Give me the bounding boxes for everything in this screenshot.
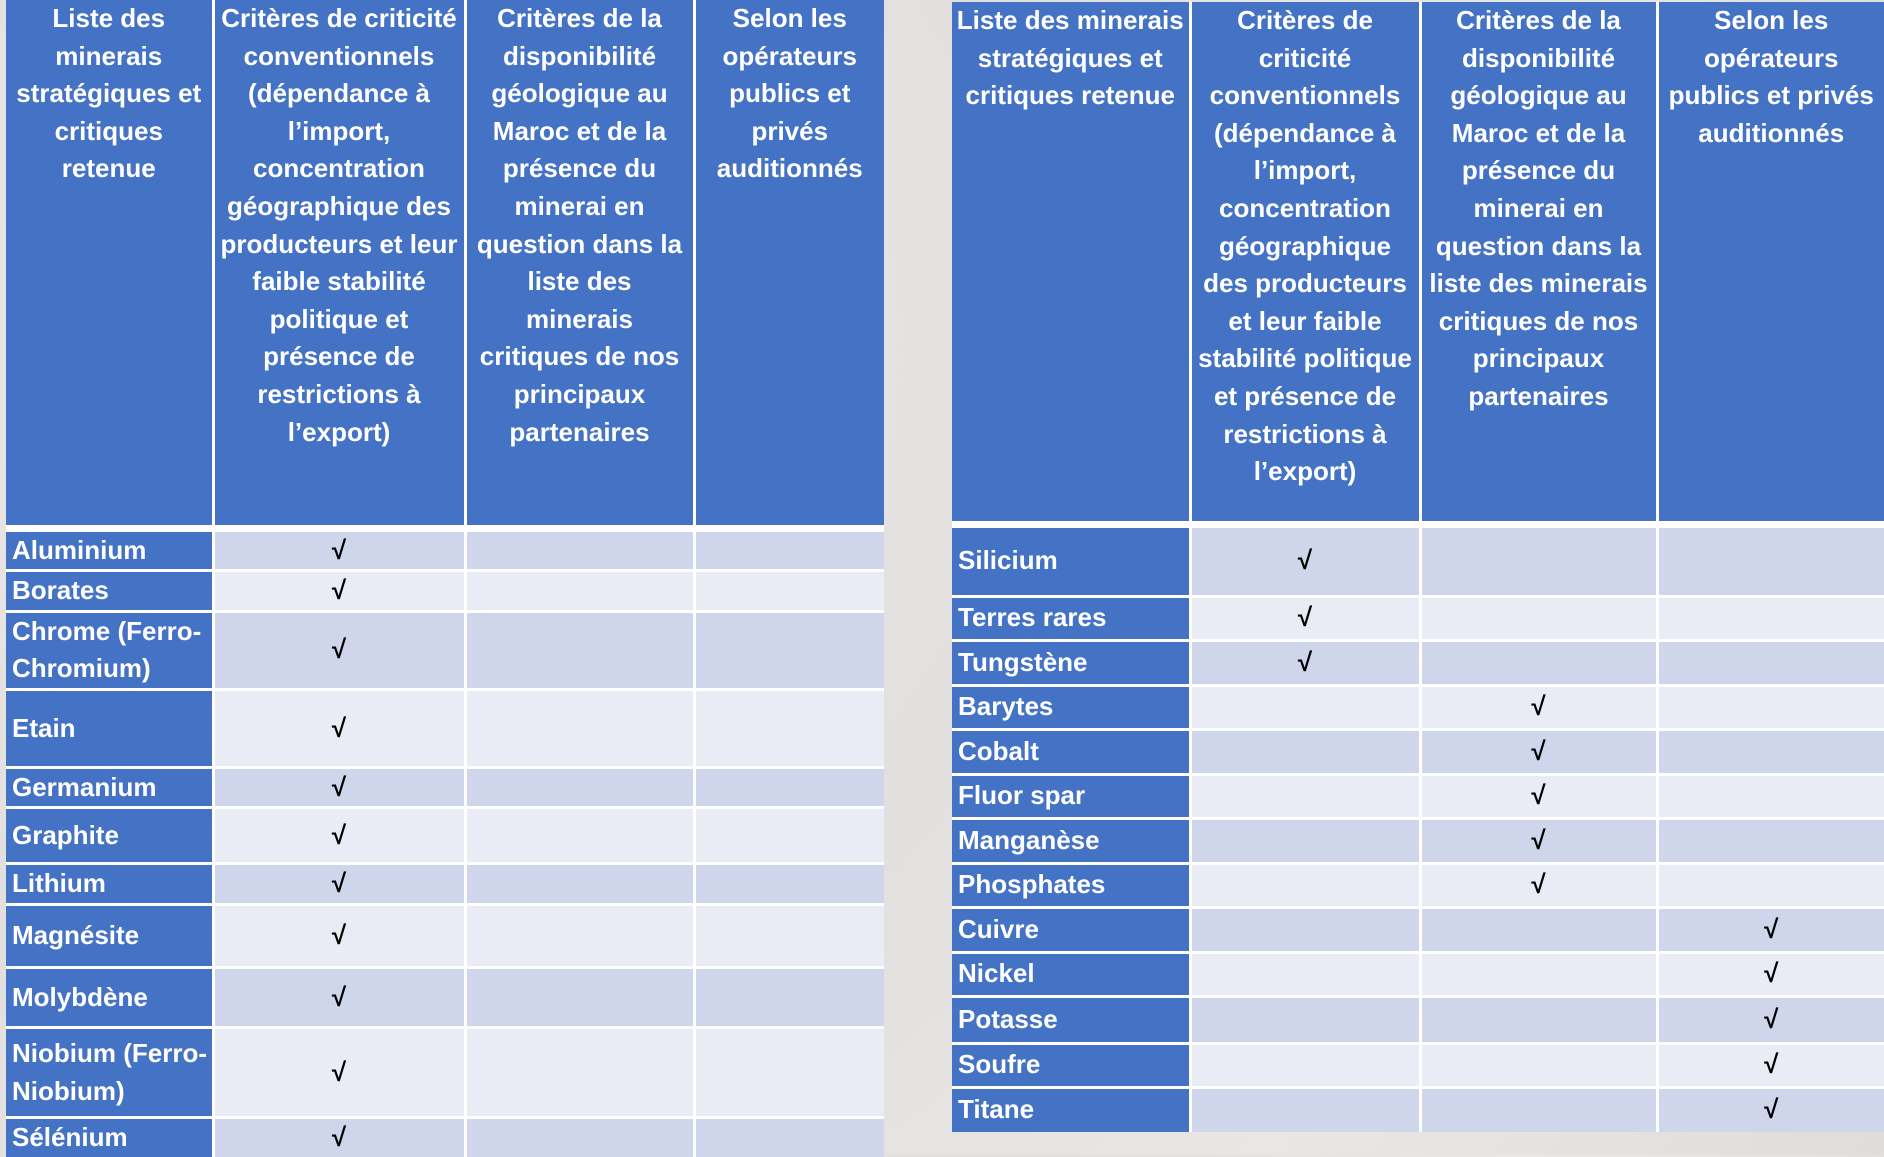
- table-row: [952, 1043, 1884, 1087]
- mineral-name: Niobium (Ferro-Niobium): [6, 1028, 213, 1118]
- table-row: [6, 528, 884, 571]
- check-cell-operators: [694, 808, 884, 864]
- mineral-name: Magnésite: [6, 905, 213, 968]
- check-cell-operators: [694, 767, 884, 808]
- table-row: [952, 996, 1884, 1043]
- check-cell-conventional: √: [1190, 596, 1420, 640]
- mineral-name: Graphite: [6, 808, 213, 864]
- check-cell-geological: [1420, 596, 1657, 640]
- check-cell-geological: [1420, 1043, 1657, 1087]
- mineral-name: Fluor spar: [952, 774, 1190, 818]
- check-cell-geological: √: [1420, 818, 1657, 863]
- mineral-name: Cobalt: [952, 729, 1190, 774]
- check-cell-operators: [1657, 729, 1884, 774]
- mineral-name: Lithium: [6, 864, 213, 905]
- mineral-name: Germanium: [6, 767, 213, 808]
- check-cell-operators: [1657, 640, 1884, 685]
- check-cell-conventional: [1190, 907, 1420, 952]
- table-row: [952, 863, 1884, 907]
- header-operators-auditioned: Selon les opérateurs publics et privés auditionnés: [1657, 2, 1884, 524]
- check-cell-operators: [1657, 685, 1884, 729]
- check-cell-operators: [1657, 863, 1884, 907]
- table-row: [6, 808, 884, 864]
- mineral-name: Barytes: [952, 685, 1190, 729]
- mineral-name: Manganèse: [952, 818, 1190, 863]
- check-cell-geological: [465, 905, 694, 968]
- check-cell-geological: [465, 571, 694, 612]
- table-row: [6, 1118, 884, 1157]
- check-cell-conventional: [1190, 774, 1420, 818]
- table-row: [952, 1087, 1884, 1132]
- header-geological-availability: Critères de la disponibilité géologique au Maroc et de la présence du minerai en question dans la liste des minerais critiques de nos principaux partenaires: [465, 0, 694, 528]
- check-cell-geological: √: [1420, 774, 1657, 818]
- check-cell-geological: [1420, 952, 1657, 996]
- mineral-name: Chrome (Ferro-Chromium): [6, 611, 213, 689]
- table-row: [952, 729, 1884, 774]
- check-cell-conventional: [1190, 1087, 1420, 1132]
- check-cell-conventional: √: [213, 528, 465, 571]
- table-row: [952, 774, 1884, 818]
- check-cell-operators: [694, 689, 884, 767]
- check-cell-operators: [694, 1118, 884, 1157]
- right-minerals-table-panel: [952, 2, 1884, 1132]
- table-row: [952, 640, 1884, 685]
- check-cell-operators: [694, 864, 884, 905]
- mineral-name: Soufre: [952, 1043, 1190, 1087]
- check-cell-conventional: √: [213, 1028, 465, 1118]
- check-cell-conventional: √: [213, 968, 465, 1028]
- check-cell-operators: √: [1657, 1087, 1884, 1132]
- left-minerals-table: [6, 0, 884, 1157]
- mineral-name: Etain: [6, 689, 213, 767]
- check-cell-geological: [1420, 524, 1657, 596]
- check-cell-operators: [1657, 774, 1884, 818]
- check-cell-conventional: √: [213, 571, 465, 612]
- header-conventional-criticality: Critères de criticité conventionnels (dépendance à l’import, concentration géographique des producteurs et leur faible stabilité politique et présence de restrictions à l’export): [213, 0, 465, 528]
- table-row: [6, 905, 884, 968]
- check-cell-conventional: √: [213, 767, 465, 808]
- left-header-row: [6, 0, 884, 528]
- table-row: [6, 767, 884, 808]
- check-cell-conventional: √: [213, 689, 465, 767]
- left-minerals-table-panel: [6, 0, 884, 1157]
- header-geological-availability: Critères de la disponibilité géologique au Maroc et de la présence du minerai en question dans la liste des minerais critiques de nos principaux partenaires: [1420, 2, 1657, 524]
- check-cell-geological: [1420, 996, 1657, 1043]
- check-cell-conventional: √: [213, 808, 465, 864]
- check-cell-geological: [465, 808, 694, 864]
- check-cell-operators: √: [1657, 1043, 1884, 1087]
- check-cell-geological: [465, 689, 694, 767]
- mineral-name: Sélénium: [6, 1118, 213, 1157]
- check-cell-geological: [465, 864, 694, 905]
- header-conventional-criticality: Critères de criticité conventionnels (dépendance à l’import, concentration géographique des producteurs et leur faible stabilité politique et présence de restrictions à l’export): [1190, 2, 1420, 524]
- check-cell-conventional: [1190, 952, 1420, 996]
- check-cell-conventional: [1190, 685, 1420, 729]
- check-cell-conventional: [1190, 1043, 1420, 1087]
- check-cell-conventional: √: [213, 864, 465, 905]
- check-cell-geological: [465, 968, 694, 1028]
- table-row: [952, 952, 1884, 996]
- table-row: [952, 596, 1884, 640]
- table-row: [952, 818, 1884, 863]
- check-cell-conventional: √: [1190, 640, 1420, 685]
- mineral-name: Borates: [6, 571, 213, 612]
- table-row: [952, 907, 1884, 952]
- mineral-name: Cuivre: [952, 907, 1190, 952]
- table-row: [6, 689, 884, 767]
- check-cell-conventional: [1190, 863, 1420, 907]
- right-minerals-table: [952, 2, 1884, 1132]
- check-cell-geological: [1420, 907, 1657, 952]
- mineral-name: Titane: [952, 1087, 1190, 1132]
- check-cell-geological: [465, 1028, 694, 1118]
- check-cell-conventional: [1190, 996, 1420, 1043]
- check-cell-geological: √: [1420, 729, 1657, 774]
- check-cell-operators: [694, 528, 884, 571]
- mineral-name: Nickel: [952, 952, 1190, 996]
- mineral-name: Potasse: [952, 996, 1190, 1043]
- check-cell-operators: [694, 1028, 884, 1118]
- check-cell-operators: [1657, 818, 1884, 863]
- check-cell-geological: √: [1420, 685, 1657, 729]
- check-cell-geological: [1420, 640, 1657, 685]
- table-row: [952, 685, 1884, 729]
- check-cell-conventional: √: [1190, 524, 1420, 596]
- mineral-name: Aluminium: [6, 528, 213, 571]
- table-row: [6, 611, 884, 689]
- right-header-row: [952, 2, 1884, 524]
- table-row: [6, 571, 884, 612]
- check-cell-conventional: √: [213, 611, 465, 689]
- check-cell-operators: [694, 611, 884, 689]
- check-cell-operators: [1657, 596, 1884, 640]
- check-cell-geological: [1420, 1087, 1657, 1132]
- check-cell-operators: [694, 905, 884, 968]
- check-cell-geological: √: [1420, 863, 1657, 907]
- table-row: [6, 968, 884, 1028]
- header-minerals-list: Liste des minerais stratégiques et critiques retenue: [952, 2, 1190, 524]
- check-cell-conventional: [1190, 818, 1420, 863]
- header-operators-auditioned: Selon les opérateurs publics et privés auditionnés: [694, 0, 884, 528]
- check-cell-geological: [465, 611, 694, 689]
- check-cell-geological: [465, 767, 694, 808]
- check-cell-conventional: √: [213, 1118, 465, 1157]
- check-cell-operators: √: [1657, 907, 1884, 952]
- table-row: [952, 524, 1884, 596]
- check-cell-operators: [694, 968, 884, 1028]
- mineral-name: Terres rares: [952, 596, 1190, 640]
- table-row: [6, 1028, 884, 1118]
- table-row: [6, 864, 884, 905]
- check-cell-operators: √: [1657, 996, 1884, 1043]
- mineral-name: Silicium: [952, 524, 1190, 596]
- check-cell-geological: [465, 528, 694, 571]
- check-cell-operators: [694, 571, 884, 612]
- mineral-name: Phosphates: [952, 863, 1190, 907]
- mineral-name: Tungstène: [952, 640, 1190, 685]
- header-minerals-list: Liste des minerais stratégiques et critiques retenue: [6, 0, 213, 528]
- mineral-name: Molybdène: [6, 968, 213, 1028]
- check-cell-conventional: [1190, 729, 1420, 774]
- check-cell-operators: [1657, 524, 1884, 596]
- check-cell-conventional: √: [213, 905, 465, 968]
- check-cell-operators: √: [1657, 952, 1884, 996]
- check-cell-geological: [465, 1118, 694, 1157]
